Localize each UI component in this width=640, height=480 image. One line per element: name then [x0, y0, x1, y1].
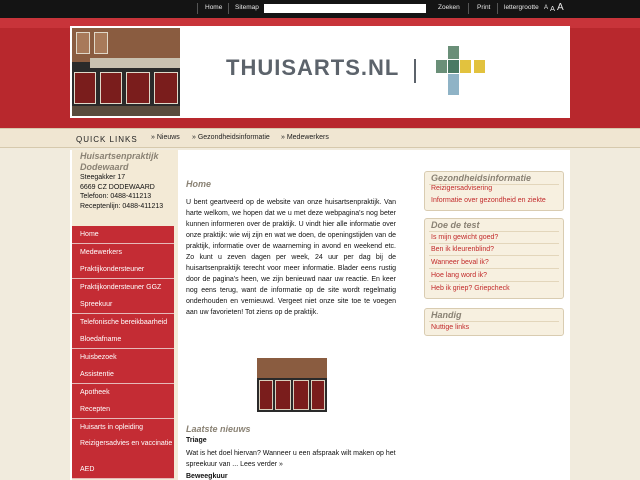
news-section-title: Laatste nieuws	[186, 424, 251, 434]
address-line: 6669 CZ DODEWAARD	[80, 183, 155, 191]
quick-links-label: QUICK LINKS	[76, 135, 138, 144]
menu-item-assistentie[interactable]: Assistentie	[72, 366, 174, 384]
practice-address	[80, 173, 176, 211]
address-line: Telefoon: 0488-411213	[80, 193, 152, 200]
box-title: Handig	[431, 310, 462, 320]
link-kleurenblind-test[interactable]: Ben ik kleurenblind?	[431, 246, 495, 253]
font-medium-button[interactable]: A	[550, 4, 556, 13]
address-line: Steegakker 17	[80, 174, 126, 181]
font-large-button[interactable]: A	[557, 2, 564, 13]
top-bar-divider	[497, 3, 498, 14]
menu-item-praktijkondersteuner[interactable]: Praktijkondersteuner	[72, 261, 174, 279]
print-link[interactable]: Print	[477, 4, 491, 11]
box-title: Doe de test	[431, 220, 480, 230]
top-bar-divider	[468, 3, 469, 14]
home-link[interactable]: Home	[205, 4, 223, 11]
news-item-text: Wat is het doel hiervan? Wanneer u een afspraak wilt maken op het spreekuur van ... Lees verder »	[186, 450, 396, 468]
top-bar-divider	[228, 3, 229, 14]
nav-link-medewerkers[interactable]: » Medewerkers	[281, 134, 329, 141]
nav-link-nieuws[interactable]: » Nieuws	[151, 134, 180, 141]
top-bar	[0, 0, 640, 18]
menu-item-recepten[interactable]: Recepten	[72, 401, 174, 419]
page-title: Home	[186, 179, 212, 189]
practice-name: Huisartsenpraktijk Dodewaard	[80, 151, 159, 172]
site-logo: THUISARTS.NL	[226, 55, 400, 80]
menu-item-apotheek[interactable]: Apotheek	[72, 384, 174, 402]
sitemap-link[interactable]: Sitemap	[235, 4, 259, 11]
search-button[interactable]: Zoeken	[438, 4, 460, 11]
menu-item-reizigersadvies[interactable]: Reizigersadvies en vaccinatie	[72, 436, 174, 462]
menu-item-praktijkondersteuner-ggz[interactable]: Praktijkondersteuner GGZ	[72, 279, 174, 297]
box-gezondheidsinformatie	[424, 171, 564, 211]
logo-divider	[414, 59, 416, 83]
quick-links-bar	[0, 128, 640, 148]
link-bevallen-test[interactable]: Wanneer beval ik?	[431, 259, 489, 266]
practice-building-image	[257, 358, 327, 412]
menu-item-medewerkers[interactable]: Medewerkers	[72, 244, 174, 262]
menu-item-aed[interactable]: AED	[72, 461, 174, 479]
link-levensduur-test[interactable]: Hoe lang word ik?	[431, 272, 488, 279]
news-item-title[interactable]: Beweegkuur	[186, 473, 228, 480]
search-input[interactable]	[264, 4, 426, 13]
menu-item-home[interactable]: Home	[72, 226, 174, 244]
menu-item-huisarts-in-opleiding[interactable]: Huisarts in opleiding	[72, 419, 174, 437]
address-line: Receptenlijn: 0488-411213	[80, 202, 164, 210]
practice-photo	[72, 28, 180, 116]
box-doe-de-test	[424, 218, 564, 299]
box-title: Gezondheidsinformatie	[431, 173, 532, 183]
menu-item-bloedafname[interactable]: Bloedafname	[72, 331, 174, 349]
menu-item-telefonische-bereikbaarheid[interactable]: Telefonische bereikbaarheid	[72, 314, 174, 332]
link-griepcheck[interactable]: Heb ik griep? Griepcheck	[431, 285, 510, 292]
fontsize-label: lettergrootte	[504, 4, 539, 11]
nav-link-gezondheidsinformatie[interactable]: » Gezondheidsinformatie	[192, 134, 270, 141]
link-nuttige-links[interactable]: Nuttige links	[431, 324, 470, 331]
intro-text: U bent geartveerd op de website van onze huisartsenpraktijk. Van harte welkom, we hopen dat we u met deze webpagina's nog beter kunnen informeren over de praktijk. U vindt hier alle informatie over onze praktijk: wie wij zijn en wat we doen, de openingstijden van de praktijk, informatie over de waarneming in avond en weekend etc. Zo kunt u zeven dagen per week, 24 uur per dag bij de huisartsenpraktijk terecht voor meer informatie. Blader eens rustig door de pagina's heen, we zijn benieuwd naar uw reactie. En keer nog eens terug, want de informatie op de site wordt regelmatig onderhouden en vernieuwd. Vergeet niet onze site toe te voegen aan uw favorieten! Tot ziens op de praktijk.	[186, 199, 396, 316]
menu-item-huisbezoek[interactable]: Huisbezoek	[72, 349, 174, 367]
font-small-button[interactable]: A	[544, 5, 549, 11]
top-bar-divider	[197, 3, 198, 14]
box-handig	[424, 308, 564, 336]
link-reizigersadvisering[interactable]: Reizigersadvisering	[431, 185, 493, 192]
news-item-title[interactable]: Triage	[186, 437, 207, 444]
menu-item-spreekuur[interactable]: Spreekuur	[72, 296, 174, 314]
link-gewicht-test[interactable]: Is mijn gewicht goed?	[431, 234, 499, 241]
link-informatie-gezondheid[interactable]: Informatie over gezondheid en ziekte	[431, 197, 546, 204]
